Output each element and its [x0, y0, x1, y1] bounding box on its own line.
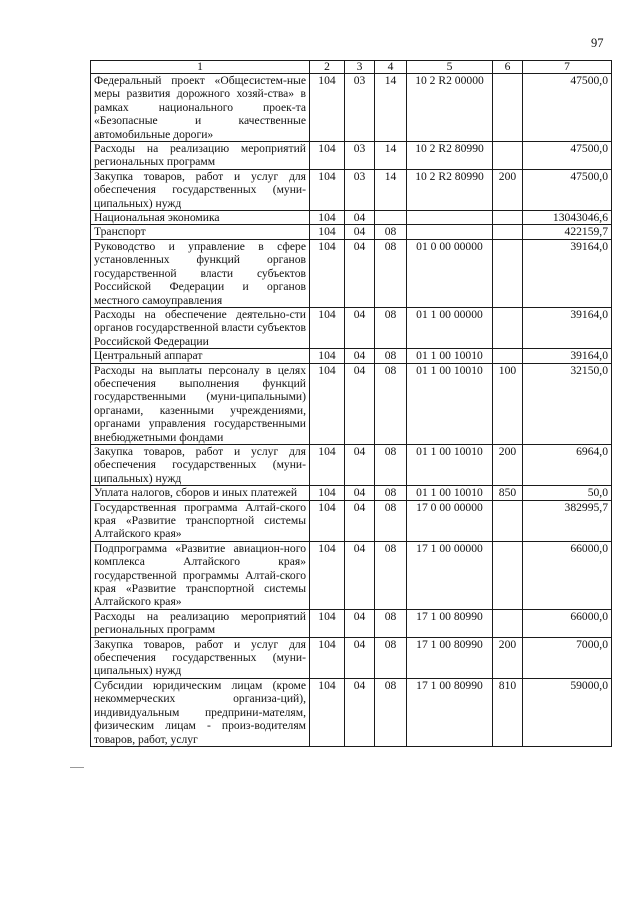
item-name-cell: Закупка товаров, работ и услуг для обеспечения государственных (муни-ципальных) нужд	[91, 444, 310, 485]
target-code-cell: 17 1 00 80990	[407, 678, 493, 746]
subsection-code-cell: 08	[375, 486, 407, 500]
ministry-code-cell: 104	[310, 225, 345, 239]
expense-type-cell	[493, 142, 523, 170]
column-header-5: 5	[407, 61, 493, 74]
item-name-cell: Расходы на реализацию мероприятий региональных программ	[91, 609, 310, 637]
subsection-code-cell: 14	[375, 142, 407, 170]
section-code-cell: 04	[345, 637, 375, 678]
subsection-code-cell: 08	[375, 349, 407, 363]
ministry-code-cell: 104	[310, 169, 345, 210]
ministry-code-cell: 104	[310, 211, 345, 225]
section-code-cell: 03	[345, 142, 375, 170]
section-code-cell: 04	[345, 225, 375, 239]
scan-mark	[70, 767, 84, 768]
amount-cell: 47500,0	[523, 74, 612, 142]
item-name-cell: Федеральный проект «Общесистем-ные меры развития дорожного хозяй-ства» в рамках национального проек-та «Безопасные и качественные автомобильные дороги»	[91, 74, 310, 142]
amount-cell: 66000,0	[523, 541, 612, 609]
amount-cell: 382995,7	[523, 500, 612, 541]
ministry-code-cell: 104	[310, 74, 345, 142]
expense-type-cell	[493, 500, 523, 541]
section-code-cell: 04	[345, 211, 375, 225]
item-name-cell: Центральный аппарат	[91, 349, 310, 363]
subsection-code-cell: 14	[375, 169, 407, 210]
section-code-cell: 04	[345, 541, 375, 609]
column-header-2: 2	[310, 61, 345, 74]
column-header-3: 3	[345, 61, 375, 74]
budget-table	[90, 60, 612, 747]
table-row	[91, 225, 612, 239]
target-code-cell: 17 0 00 00000	[407, 500, 493, 541]
target-code-cell: 17 1 00 80990	[407, 609, 493, 637]
amount-cell: 6964,0	[523, 444, 612, 485]
target-code-cell	[407, 211, 493, 225]
expense-type-cell	[493, 541, 523, 609]
amount-cell: 47500,0	[523, 142, 612, 170]
expense-type-cell: 200	[493, 637, 523, 678]
table-row	[91, 142, 612, 170]
amount-cell: 13043046,6	[523, 211, 612, 225]
expense-type-cell	[493, 349, 523, 363]
target-code-cell: 17 1 00 80990	[407, 637, 493, 678]
target-code-cell: 01 1 00 10010	[407, 444, 493, 485]
expense-type-cell	[493, 211, 523, 225]
subsection-code-cell	[375, 211, 407, 225]
subsection-code-cell: 08	[375, 541, 407, 609]
item-name-cell: Расходы на реализацию мероприятий региональных программ	[91, 142, 310, 170]
ministry-code-cell: 104	[310, 307, 345, 348]
ministry-code-cell: 104	[310, 609, 345, 637]
ministry-code-cell: 104	[310, 363, 345, 444]
column-header-1: 1	[91, 61, 310, 74]
table-row	[91, 500, 612, 541]
item-name-cell: Закупка товаров, работ и услуг для обеспечения государственных (муни-ципальных) нужд	[91, 637, 310, 678]
target-code-cell: 10 2 R2 80990	[407, 169, 493, 210]
table-row	[91, 486, 612, 500]
table-row	[91, 637, 612, 678]
table-row	[91, 444, 612, 485]
expense-type-cell: 200	[493, 169, 523, 210]
item-name-cell: Транспорт	[91, 225, 310, 239]
target-code-cell: 01 1 00 10010	[407, 349, 493, 363]
ministry-code-cell: 104	[310, 486, 345, 500]
table-row	[91, 74, 612, 142]
table-row	[91, 541, 612, 609]
table-row	[91, 609, 612, 637]
expense-type-cell	[493, 74, 523, 142]
table-row	[91, 349, 612, 363]
table-row	[91, 169, 612, 210]
subsection-code-cell: 08	[375, 363, 407, 444]
expense-type-cell: 200	[493, 444, 523, 485]
column-header-7: 7	[523, 61, 612, 74]
section-code-cell: 04	[345, 239, 375, 307]
target-code-cell: 10 2 R2 00000	[407, 74, 493, 142]
amount-cell: 39164,0	[523, 239, 612, 307]
section-code-cell: 04	[345, 363, 375, 444]
section-code-cell: 04	[345, 349, 375, 363]
target-code-cell: 01 1 00 10010	[407, 486, 493, 500]
column-header-4: 4	[375, 61, 407, 74]
ministry-code-cell: 104	[310, 637, 345, 678]
target-code-cell: 01 1 00 00000	[407, 307, 493, 348]
target-code-cell: 01 1 00 10010	[407, 363, 493, 444]
ministry-code-cell: 104	[310, 500, 345, 541]
amount-cell: 39164,0	[523, 349, 612, 363]
section-code-cell: 04	[345, 678, 375, 746]
expense-type-cell: 850	[493, 486, 523, 500]
amount-cell: 50,0	[523, 486, 612, 500]
item-name-cell: Расходы на обеспечение деятельно-сти органов государственной власти субъектов Российской Федерации	[91, 307, 310, 348]
amount-cell: 422159,7	[523, 225, 612, 239]
amount-cell: 39164,0	[523, 307, 612, 348]
item-name-cell: Государственная программа Алтай-ского края «Развитие транспортной системы Алтайского края»	[91, 500, 310, 541]
target-code-cell: 17 1 00 00000	[407, 541, 493, 609]
amount-cell: 7000,0	[523, 637, 612, 678]
subsection-code-cell: 08	[375, 307, 407, 348]
section-code-cell: 04	[345, 500, 375, 541]
table-row	[91, 363, 612, 444]
section-code-cell: 04	[345, 444, 375, 485]
item-name-cell: Уплата налогов, сборов и иных платежей	[91, 486, 310, 500]
subsection-code-cell: 08	[375, 225, 407, 239]
target-code-cell: 01 0 00 00000	[407, 239, 493, 307]
expense-type-cell	[493, 225, 523, 239]
item-name-cell: Подпрограмма «Развитие авиацион-ного комплекса Алтайского края» государственной программы Алтай-ского края «Развитие транспортной системы Алтайского края»	[91, 541, 310, 609]
amount-cell: 47500,0	[523, 169, 612, 210]
amount-cell: 32150,0	[523, 363, 612, 444]
subsection-code-cell: 08	[375, 637, 407, 678]
subsection-code-cell: 08	[375, 609, 407, 637]
section-code-cell: 04	[345, 486, 375, 500]
ministry-code-cell: 104	[310, 142, 345, 170]
table-body	[91, 74, 612, 747]
item-name-cell: Руководство и управление в сфере установленных функций органов государственной власти субъектов Российской Федерации и органов местного самоуправления	[91, 239, 310, 307]
expense-type-cell	[493, 239, 523, 307]
ministry-code-cell: 104	[310, 678, 345, 746]
ministry-code-cell: 104	[310, 349, 345, 363]
amount-cell: 66000,0	[523, 609, 612, 637]
column-header-6: 6	[493, 61, 523, 74]
header-row	[91, 61, 612, 74]
table-row	[91, 239, 612, 307]
target-code-cell: 10 2 R2 80990	[407, 142, 493, 170]
subsection-code-cell: 08	[375, 500, 407, 541]
table-row	[91, 678, 612, 746]
expense-type-cell	[493, 609, 523, 637]
subsection-code-cell: 08	[375, 239, 407, 307]
table-row	[91, 211, 612, 225]
section-code-cell: 03	[345, 169, 375, 210]
expense-type-cell	[493, 307, 523, 348]
section-code-cell: 04	[345, 609, 375, 637]
expense-type-cell: 100	[493, 363, 523, 444]
expense-type-cell: 810	[493, 678, 523, 746]
page-number: 97	[591, 36, 604, 50]
table-row	[91, 307, 612, 348]
ministry-code-cell: 104	[310, 239, 345, 307]
item-name-cell: Субсидии юридическим лицам (кроме некоммерческих организа-ций), индивидуальным предприни-мателям, физическим лицам - произ-водителям товаров, работ, услуг	[91, 678, 310, 746]
ministry-code-cell: 104	[310, 444, 345, 485]
amount-cell: 59000,0	[523, 678, 612, 746]
subsection-code-cell: 14	[375, 74, 407, 142]
ministry-code-cell: 104	[310, 541, 345, 609]
section-code-cell: 04	[345, 307, 375, 348]
item-name-cell: Национальная экономика	[91, 211, 310, 225]
subsection-code-cell: 08	[375, 444, 407, 485]
target-code-cell	[407, 225, 493, 239]
section-code-cell: 03	[345, 74, 375, 142]
item-name-cell: Закупка товаров, работ и услуг для обеспечения государственных (муни-ципальных) нужд	[91, 169, 310, 210]
subsection-code-cell: 08	[375, 678, 407, 746]
item-name-cell: Расходы на выплаты персоналу в целях обеспечения выполнения функций государственными (муни-ципальными) органами, казенными учреждениями, органами управления государственными внебюджетными фондами	[91, 363, 310, 444]
